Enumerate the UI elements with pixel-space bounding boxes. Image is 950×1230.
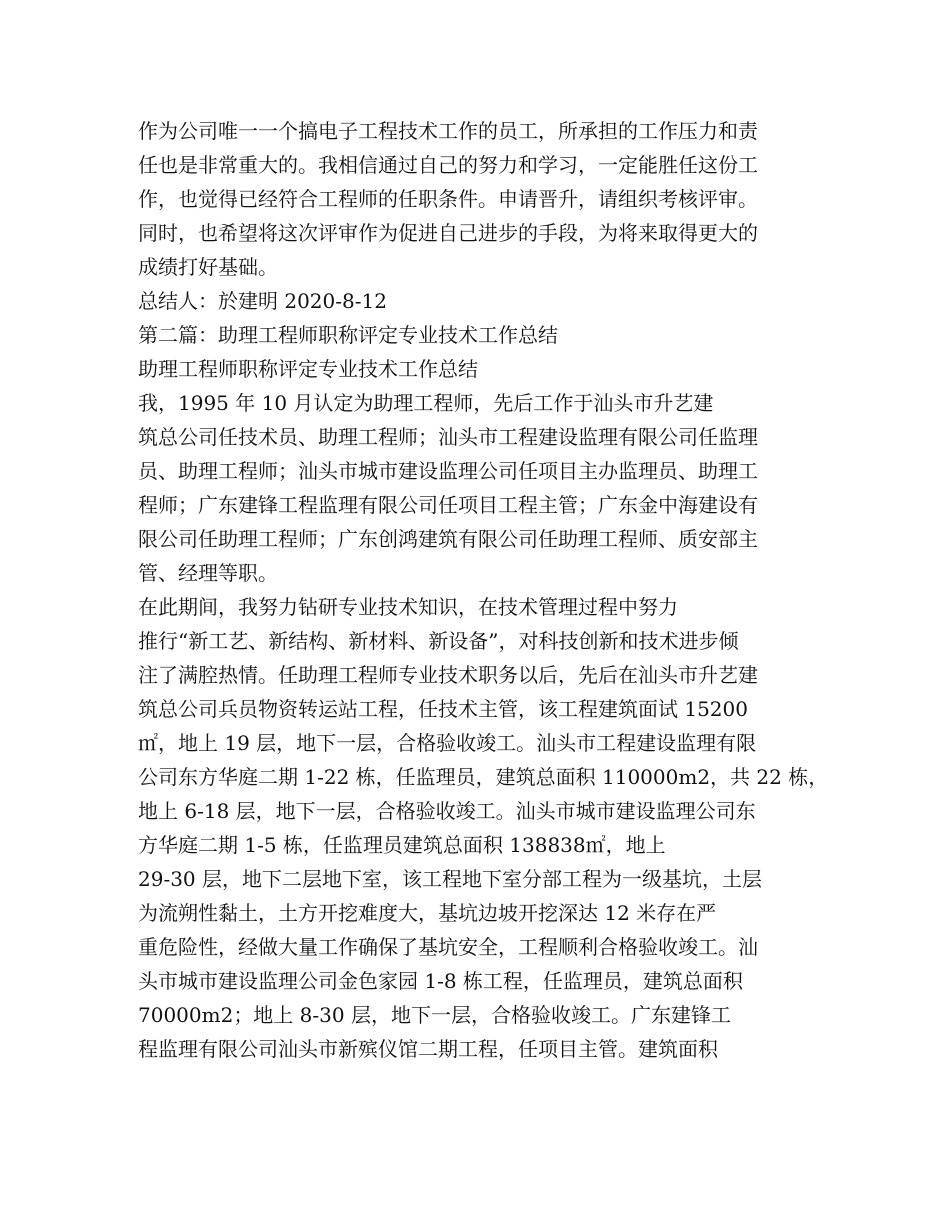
text-line: 筑总公司任技术员、助理工程师；汕头市工程建设监理有限公司任监理 bbox=[138, 425, 758, 449]
section-heading: 第二篇：助理工程师职称评定专业技术工作总结 bbox=[138, 323, 558, 347]
text-line: 限公司任助理工程师；广东创鸿建筑有限公司任助理工程师、质安部主 bbox=[138, 527, 758, 551]
text-line: 同时，也希望将这次评审作为促进自己进步的手段，为将来取得更大的 bbox=[138, 221, 758, 245]
text-line: 成绩打好基础。 bbox=[138, 255, 278, 279]
text-line: 70000m2；地上 8-30 层，地下一层，合格验收竣工。广东建锋工 bbox=[138, 1003, 731, 1027]
text-line: 29-30 层，地下二层地下室，该工程地下室分部工程为一级基坑，土层 bbox=[138, 867, 763, 891]
text-line: 员、助理工程师；汕头市城市建设监理公司任项目主办监理员、助理工 bbox=[138, 459, 758, 483]
text-line: 重危险性，经做大量工作确保了基坑安全，工程顺利合格验收竣工。汕 bbox=[138, 935, 758, 959]
author-signature-line: 总结人：於建明 2020-8-12 bbox=[138, 289, 387, 313]
text-line: 推行“新工艺、新结构、新材料、新设备”，对科技创新和技术进步倾 bbox=[138, 629, 739, 653]
text-line: 地上 6-18 层，地下一层，合格验收竣工。汕头市城市建设监理公司东 bbox=[138, 799, 756, 823]
text-line: 在此期间，我努力钻研专业技术知识，在技术管理过程中努力 bbox=[138, 595, 678, 619]
section-title: 助理工程师职称评定专业技术工作总结 bbox=[138, 357, 478, 381]
text-line: ㎡，地上 19 层，地下一层，合格验收竣工。汕头市工程建设监理有限 bbox=[138, 731, 757, 755]
text-line: 管、经理等职。 bbox=[138, 561, 278, 585]
text-line: 任也是非常重大的。我相信通过自己的努力和学习，一定能胜任这份工 bbox=[138, 153, 758, 177]
text-line: 注了满腔热情。任助理工程师专业技术职务以后，先后在汕头市升艺建 bbox=[138, 663, 758, 687]
text-line: 作为公司唯一一个搞电子工程技术工作的员工，所承担的工作压力和责 bbox=[138, 119, 758, 143]
text-line: 头市城市建设监理公司金色家园 1-8 栋工程，任监理员，建筑总面积 bbox=[138, 969, 743, 993]
document-body bbox=[138, 114, 838, 1066]
text-line: 我，1995 年 10 月认定为助理工程师，先后工作于汕头市升艺建 bbox=[138, 391, 714, 415]
text-line: 方华庭二期 1-5 栋，任监理员建筑总面积 138838㎡，地上 bbox=[138, 833, 666, 857]
text-line: 筑总公司兵员物资转运站工程，任技术主管，该工程建筑面试 15200 bbox=[138, 697, 748, 721]
text-line: 公司东方华庭二期 1-22 栋，任监理员，建筑总面积 110000m2，共 22 栋， bbox=[138, 765, 829, 789]
text-line: 作，也觉得已经符合工程师的任职条件。申请晋升，请组织考核评审。 bbox=[138, 187, 758, 211]
text-line: 程监理有限公司汕头市新殡仪馆二期工程，任项目主管。建筑面积 bbox=[138, 1037, 718, 1061]
text-line: 程师；广东建锋工程监理有限公司任项目工程主管；广东金中海建设有 bbox=[138, 493, 758, 517]
text-line: 为流朔性黏土，土方开挖难度大，基坑边坡开挖深达 12 米存在严 bbox=[138, 901, 717, 925]
